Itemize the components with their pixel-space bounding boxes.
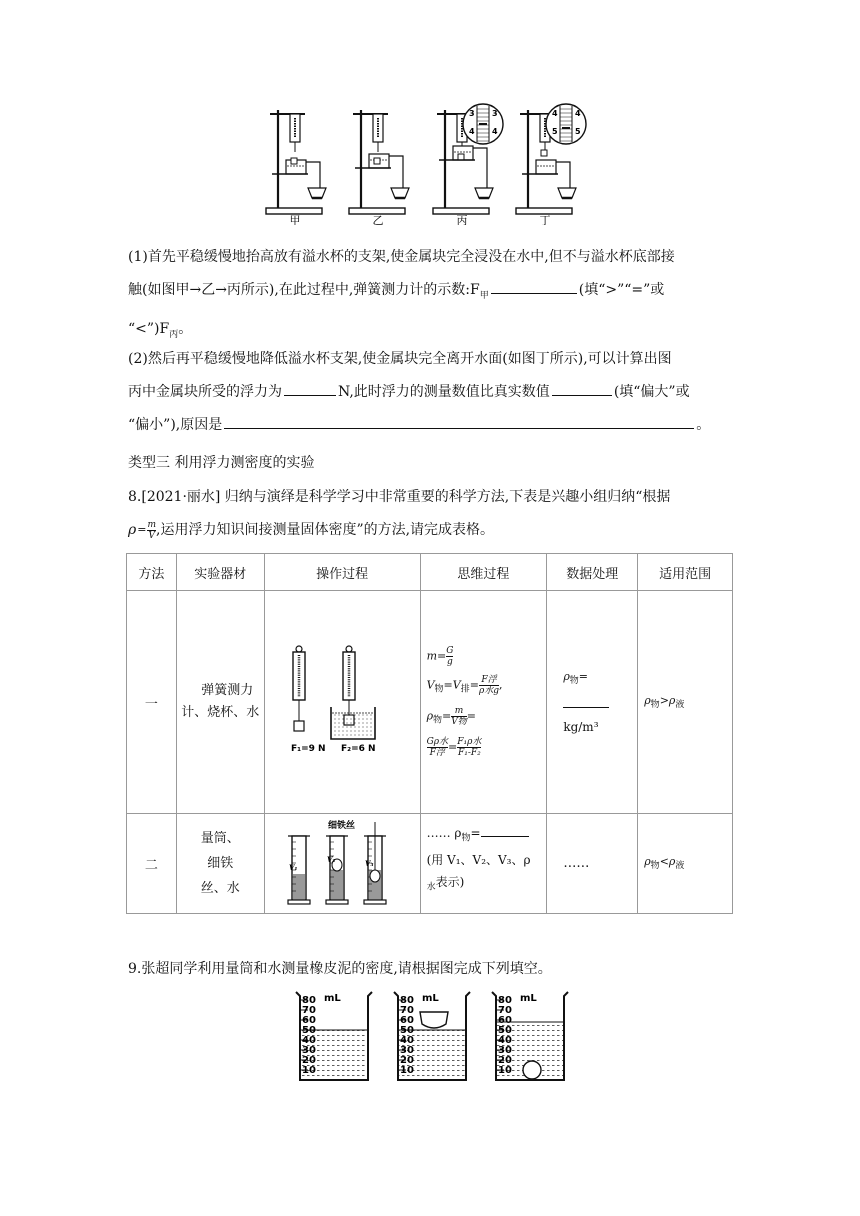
table-row [127, 814, 733, 914]
overflow-spout [306, 162, 320, 188]
method-cell: 一 [127, 591, 177, 814]
beaker-figure [292, 988, 582, 1084]
answer-blank-4[interactable] [224, 414, 694, 429]
beaker-tick-label: 50 [400, 1025, 414, 1036]
zoom-number: 5 [575, 127, 581, 136]
formula-volume: $V_物=V_排=$ $\frac{\text{F浮}}{\text{ρ水g}}$ , [426, 675, 503, 697]
v1-label: V₁ [288, 862, 298, 872]
beaker-unit-label: mL [520, 993, 537, 1004]
zoom-number: 3 [469, 109, 475, 118]
range-cell: $\rho_物<\rho_液$ [638, 814, 733, 914]
q7-p2-line3: “偏小”),原因是 。 [128, 413, 738, 437]
beaker-unit-label: mL [324, 993, 341, 1004]
f1-label: F₁=9 N [291, 744, 326, 754]
equipment-cell: 弹簧测力 计、烧杯、水 [176, 591, 264, 814]
density-answer-blank-2[interactable] [481, 824, 529, 837]
cylinder-water [293, 874, 305, 900]
zoom-number: 4 [575, 109, 581, 118]
float-experiment-figure [260, 100, 600, 225]
metal-block [374, 158, 380, 164]
header-equipment: 实验器材 [176, 554, 264, 591]
clay-boat [420, 1012, 448, 1028]
q7-p1-line2: 触(如图甲→乙→丙所示),在此过程中,弹簧测力计的示数$:F_甲$ (填“>”“=”或 [128, 278, 738, 308]
q8-line1: 8.[2021·丽水] 归纳与演绎是科学学习中非常重要的科学方法,下表是兴趣小组归纳“根据 [128, 489, 671, 505]
beaker-unit-label: mL [422, 993, 439, 1004]
beaker-tick-label: 80 [400, 995, 414, 1006]
cylinder-base [288, 900, 310, 904]
formula-mass: m= $\frac{G}{g}$ [426, 646, 454, 668]
q9-text: 9.张超同学利用量筒和水测量橡皮泥的密度,请根据图完成下列填空。 [128, 961, 552, 977]
v2-label: V₂ [326, 854, 336, 864]
q8-line2: ρ= $\frac{m}{V}$ ,运用浮力知识间接测量固体密度”的方法,请完成表格。 [128, 519, 495, 541]
cylinder-base [364, 900, 386, 904]
spring-scale-figure [277, 645, 407, 755]
beaker-tick-label: 60 [498, 1015, 512, 1026]
method-cell: 二 [127, 814, 177, 914]
beaker-tick-label: 20 [400, 1055, 414, 1066]
q7-p1-line1: (1)首先平稳缓慢地抬高放有溢水杯的支架,使金属块完全浸没在水中,但不与溢水杯底部接 [128, 249, 675, 265]
overflow-spout [389, 156, 403, 188]
density-formula: = [137, 522, 147, 536]
figure-label-ding: 丁 [539, 214, 551, 225]
overflow-spout [473, 148, 487, 188]
beaker-tick-label: 20 [498, 1055, 512, 1066]
metal-block [541, 150, 547, 156]
q7-part2 [128, 347, 738, 437]
table-header-row [127, 554, 733, 591]
procedure-cell [264, 591, 420, 814]
zoom-number: 3 [492, 109, 498, 118]
q7-p2-line2: 丙中金属块所受的浮力为 N,此时浮力的测量数值比真实数值 (填“偏大”或 [128, 380, 738, 404]
metal-block [291, 158, 297, 164]
header-method: 方法 [127, 554, 177, 591]
range-cell: $\rho_物>\rho_液$ [638, 591, 733, 814]
equipment-cell: 量筒、 细铁 丝、水 [176, 814, 264, 914]
beaker-tick-label: 30 [498, 1045, 512, 1056]
reasoning-cell: …… $\rho_物=$ (用 V₁、V₂、V₃、ρ $_水$表示) [420, 814, 547, 914]
section-3-title: 类型三 利用浮力测密度的实验 [128, 455, 315, 471]
figure-label-yi: 乙 [372, 214, 384, 225]
q7-p1-line3: “$<”)F_丙$。 [128, 320, 193, 340]
q7-part1 [128, 245, 738, 347]
header-data: 数据处理 [547, 554, 638, 591]
q7-p2-line1: (2)然后再平稳缓慢地降低溢水杯支架,使金属块完全离开水面(如图丁所示),可以计算出图 [128, 351, 672, 367]
beaker-tick-label: 40 [302, 1035, 316, 1046]
table-row [127, 591, 733, 814]
procedure-cell [264, 814, 420, 914]
f2-label: F₂=6 N [341, 744, 376, 754]
clay-ball [523, 1061, 541, 1079]
metal-block [294, 721, 304, 731]
zoom-number: 4 [469, 127, 475, 136]
header-reasoning: 思维过程 [420, 554, 547, 591]
beaker-tick-label: 70 [302, 1005, 316, 1016]
header-range: 适用范围 [638, 554, 733, 591]
beaker-tick-label: 80 [498, 995, 512, 1006]
small-beaker [475, 188, 493, 198]
density-methods-table [126, 553, 733, 914]
graduated-cylinder-figure [280, 818, 405, 906]
overflow-cup [536, 160, 556, 174]
small-beaker [558, 188, 576, 198]
beaker-tick-label: 60 [302, 1015, 316, 1026]
scale-ring [346, 646, 352, 652]
wire-label: 细铁丝 [327, 820, 355, 831]
data-cell: …… [547, 814, 638, 914]
answer-blank-2[interactable] [284, 381, 336, 396]
metal-block [458, 154, 464, 160]
figure-label-bing: 丙 [456, 214, 468, 225]
beaker-tick-label: 30 [302, 1045, 316, 1056]
zoom-number: 4 [552, 109, 558, 118]
small-beaker [308, 188, 326, 198]
beaker-tick-label: 80 [302, 995, 316, 1006]
beaker-tick-label: 70 [498, 1005, 512, 1016]
beaker-tick-label: 40 [498, 1035, 512, 1046]
beaker-tick-label: 10 [302, 1065, 316, 1076]
beaker-tick-label: 10 [400, 1065, 414, 1076]
scale-ring [296, 646, 302, 652]
overflow-spout [556, 162, 570, 188]
formula-result: $\frac{\text{Gρ水}}{\text{F浮}}$ = $\frac{\text{F₁ρ水}}{\text{F₁-F₂}}$ [426, 736, 482, 758]
density-answer-blank[interactable] [563, 687, 609, 708]
reasoning-cell [420, 591, 547, 814]
submerged-object [370, 870, 380, 882]
beaker-tick-label: 10 [498, 1065, 512, 1076]
zoom-number: 4 [492, 127, 498, 136]
data-cell: $\rho_物=$ kg/m³ [547, 591, 638, 814]
zoom-number: 5 [552, 127, 558, 136]
beaker-tick-label: 50 [302, 1025, 316, 1036]
beaker-tick-label: 30 [400, 1045, 414, 1056]
answer-blank-1[interactable] [491, 279, 577, 294]
beaker-tick-label: 40 [400, 1035, 414, 1046]
beaker-tick-label: 60 [400, 1015, 414, 1026]
figure-label-jia: 甲 [289, 214, 301, 225]
answer-blank-3[interactable] [552, 381, 612, 396]
formula-density: $\rho_物=$ $\frac{m}{\text{V物}}$ = [426, 706, 476, 727]
header-procedure: 操作过程 [264, 554, 420, 591]
cylinder-water [331, 870, 343, 900]
beaker-water [332, 713, 374, 738]
beaker-tick-label: 70 [400, 1005, 414, 1016]
beaker-tick-label: 20 [302, 1055, 316, 1066]
beaker-tick-label: 50 [498, 1025, 512, 1036]
cylinder-base [326, 900, 348, 904]
small-beaker [391, 188, 409, 198]
v3-label: V₃ [364, 858, 374, 868]
